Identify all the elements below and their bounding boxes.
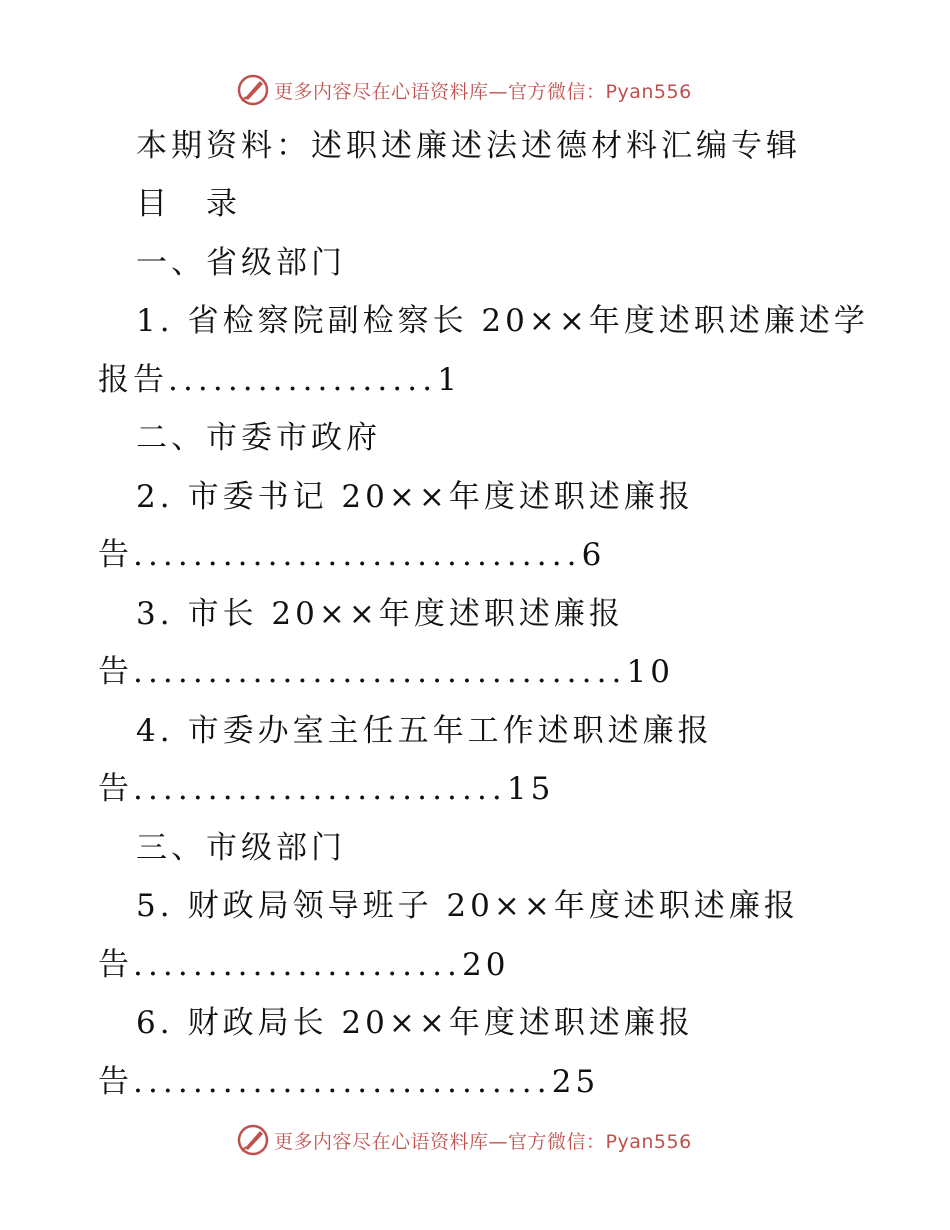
quill-pen-logo-icon	[236, 1123, 270, 1157]
entry-title-tail: 告	[98, 1064, 133, 1100]
entry-title-tail: 报告	[98, 362, 168, 398]
entry-title: 省检察院副检察长 20××年度述职述廉述学	[187, 303, 869, 339]
entry-title-tail: 告	[98, 771, 133, 807]
toc-entry[interactable]	[136, 301, 869, 341]
section-heading: 一、省级部门	[136, 245, 346, 281]
toc-entry-continuation[interactable]	[98, 769, 554, 809]
page-number: 20	[462, 947, 510, 983]
page-number: 15	[506, 771, 555, 807]
toc-entry-continuation[interactable]	[98, 652, 674, 692]
section-heading: 二、市委市政府	[136, 420, 381, 456]
footer-banner-text: 更多内容尽在心语资料库—官方微信：Pyan556	[274, 1130, 692, 1153]
entry-title-tail: 告	[98, 537, 133, 573]
header-banner-text: 更多内容尽在心语资料库—官方微信：Pyan556	[274, 80, 692, 103]
toc-entry[interactable]	[136, 886, 799, 926]
leader-dots: ..................	[168, 362, 438, 398]
leader-dots: ..............................	[133, 537, 582, 573]
leader-dots: ......................	[133, 947, 462, 983]
page-number: 10	[626, 654, 674, 690]
entry-number: 1.	[136, 303, 174, 339]
entry-title-tail: 告	[98, 654, 133, 690]
page-number: 1	[437, 362, 461, 398]
footer-banner	[236, 1122, 692, 1158]
entry-number: 6.	[136, 1005, 174, 1041]
entry-title: 财政局长 20××年度述职述廉报	[187, 1005, 694, 1041]
quill-pen-logo-icon	[236, 73, 270, 107]
toc-entry[interactable]	[136, 594, 624, 634]
toc-entry[interactable]	[136, 711, 713, 751]
entry-title: 市长 20××年度述职述廉报	[187, 596, 624, 632]
toc-entry[interactable]	[136, 477, 694, 517]
document-title: 本期资料：述职述廉述法述德材料汇编专辑	[136, 128, 801, 164]
entry-title: 财政局领导班子 20××年度述职述廉报	[187, 888, 799, 924]
entry-title: 市委办室主任五年工作述职述廉报	[187, 713, 713, 749]
toc-entry-continuation[interactable]	[98, 535, 605, 575]
leader-dots: .........................	[133, 771, 507, 807]
leader-dots: ............................	[133, 1064, 552, 1100]
entry-number: 3.	[136, 596, 174, 632]
entry-number: 4.	[136, 713, 174, 749]
page-number: 6	[581, 537, 606, 573]
entry-title: 市委书记 20××年度述职述廉报	[187, 479, 694, 515]
leader-dots: .................................	[133, 654, 627, 690]
toc-heading: 目 录	[136, 186, 241, 222]
toc-entry-continuation[interactable]	[98, 1062, 599, 1102]
entry-number: 2.	[136, 479, 174, 515]
header-banner	[236, 72, 692, 108]
entry-title-tail: 告	[98, 947, 133, 983]
page-number: 25	[551, 1064, 600, 1100]
toc-entry[interactable]	[136, 1003, 694, 1043]
section-heading: 三、市级部门	[136, 830, 346, 866]
toc-entry-continuation[interactable]	[98, 945, 509, 985]
toc-entry-continuation[interactable]	[98, 360, 461, 400]
entry-number: 5.	[136, 888, 174, 924]
